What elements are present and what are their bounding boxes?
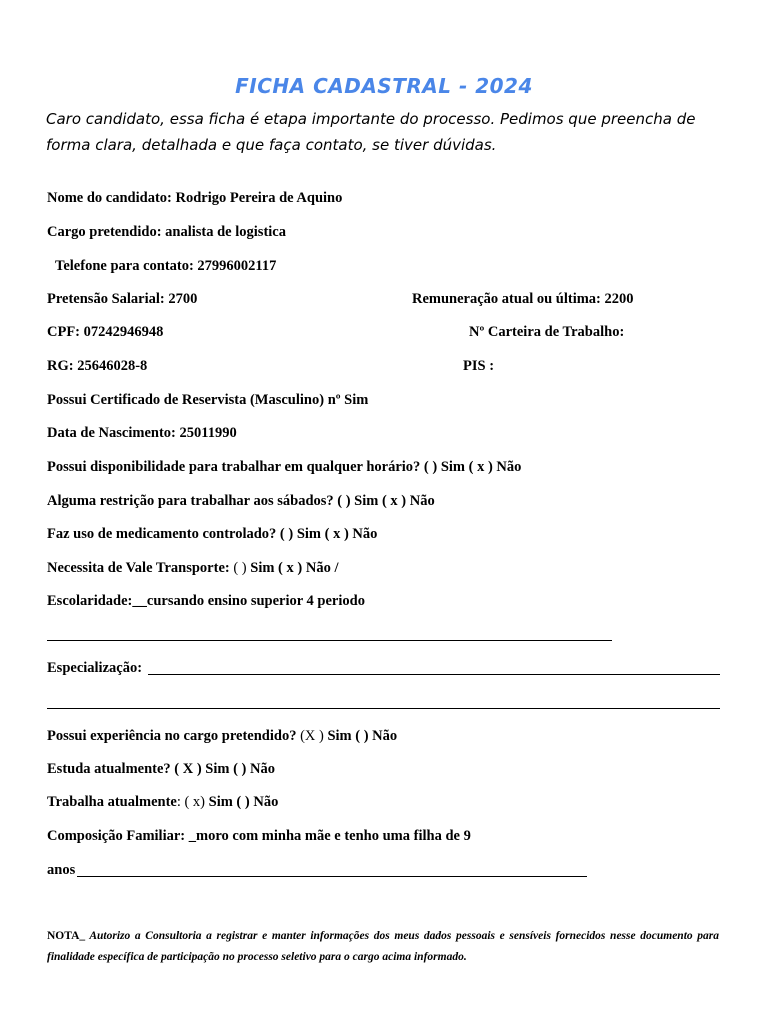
experiencia-rest: Sim ( ) Não — [323, 728, 398, 744]
field-medicamento: Faz uso de medicamento controlado? ( ) Sim ( x ) Não — [47, 526, 378, 542]
field-trabalha — [47, 794, 278, 811]
experiencia-paren: (X ) — [300, 728, 324, 744]
blank-line — [47, 708, 720, 709]
field-escolaridade: Escolaridade:__cursando ensino superior 4 periodo — [47, 593, 365, 609]
field-anos: anos — [47, 862, 76, 878]
experiencia-label: Possui experiência no cargo pretendido? — [47, 728, 301, 744]
field-reservista: Possui Certificado de Reservista (Masculino) nº Sim — [47, 392, 369, 408]
field-estuda: Estuda atualmente? ( X ) Sim ( ) Não — [47, 761, 275, 777]
field-carteira: Nº Carteira de Trabalho: — [469, 324, 625, 340]
intro-text: Caro candidato, essa ficha é etapa importante do processo. Pedimos que preencha de forma clara, detalhada e que faça contato, se tiver dúvidas. — [46, 110, 696, 154]
trabalha-rest: Sim ( ) Não — [205, 794, 279, 810]
field-disponibilidade: Possui disponibilidade para trabalhar em qualquer horário? ( ) Sim ( x ) Não — [47, 459, 522, 475]
blank-line — [148, 674, 720, 675]
page-title: FICHA CADASTRAL - 2024 — [235, 74, 533, 98]
trabalha-label: Trabalha atualmente — [47, 794, 177, 810]
field-familia: Composição Familiar: _moro com minha mãe e tenho uma filha de 9 — [47, 828, 471, 844]
vale-paren: ( ) — [233, 560, 247, 576]
field-nome: Nome do candidato: Rodrigo Pereira de Aquino — [47, 190, 343, 206]
field-remuneracao: Remuneração atual ou última: 2200 — [412, 291, 634, 307]
field-especializacao: Especialização: — [47, 660, 143, 676]
consent-note — [47, 926, 719, 968]
field-cpf: CPF: 07242946948 — [47, 324, 164, 340]
field-telefone: Telefone para contato: 27996002117 — [55, 258, 277, 274]
field-rg: RG: 25646028-8 — [47, 358, 148, 374]
field-vale-transporte — [47, 560, 338, 577]
blank-line — [47, 640, 612, 641]
vale-label: Necessita de Vale Transporte: — [47, 560, 234, 576]
vale-rest: Sim ( x ) Não / — [246, 560, 339, 576]
trabalha-paren: : ( x) — [176, 794, 206, 810]
field-experiencia — [47, 728, 397, 745]
field-pis: PIS : — [463, 358, 495, 374]
field-nascimento: Data de Nascimento: 25011990 — [47, 425, 237, 441]
field-cargo: Cargo pretendido: analista de logistica — [47, 224, 286, 240]
note-text: Autorizo a Consultoria a registrar e manter informações dos meus dados pessoais e sensíveis fornecidos nesse documento para finalidade específica de participação no processo seletivo para o cargo acima informado. — [47, 930, 719, 963]
field-sabados: Alguma restrição para trabalhar aos sábados? ( ) Sim ( x ) Não — [47, 493, 435, 509]
blank-line — [77, 876, 587, 877]
field-pretensao: Pretensão Salarial: 2700 — [47, 291, 198, 307]
note-lead: NOTA_ — [47, 930, 86, 942]
